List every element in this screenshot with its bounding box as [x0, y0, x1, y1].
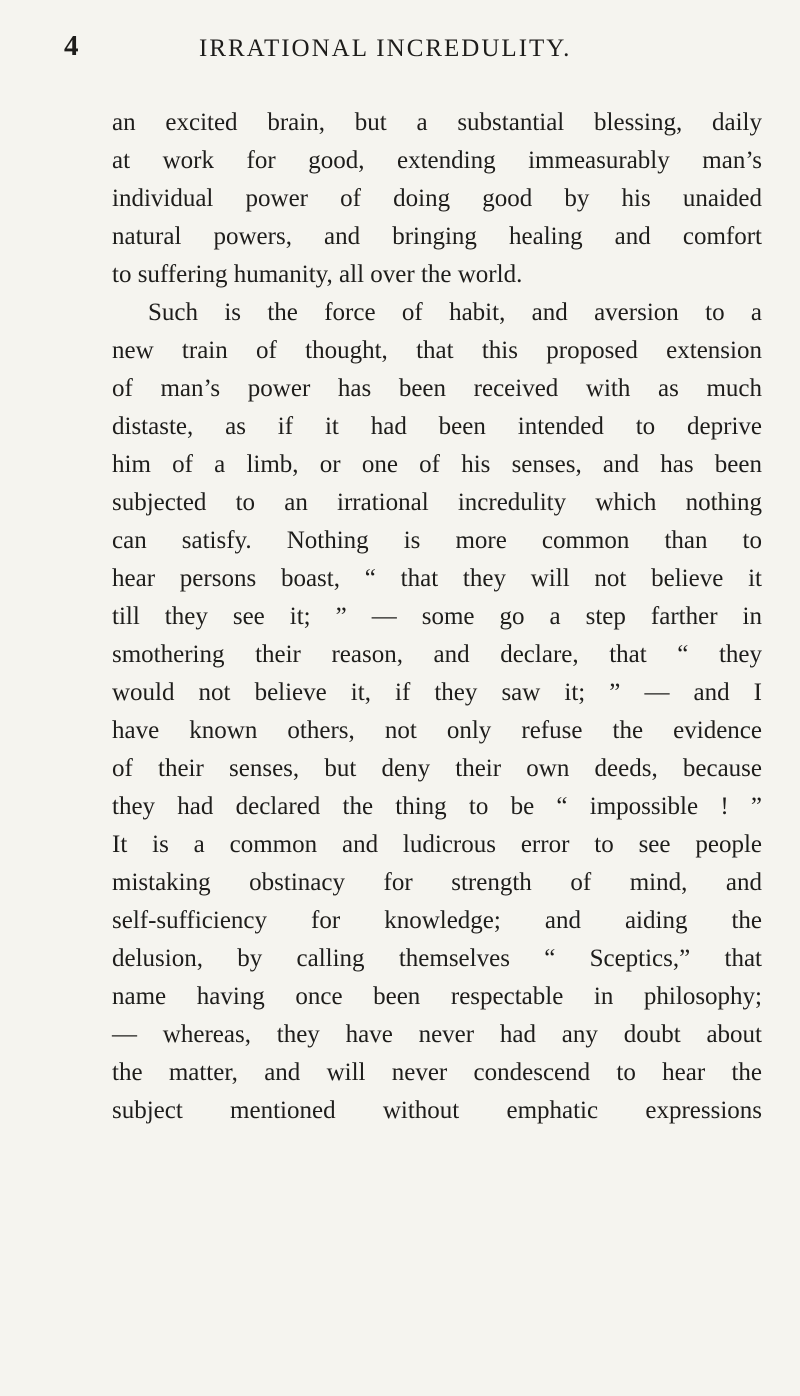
text-line: of their senses, but deny their own deeds, because: [112, 755, 762, 782]
text-line: him of a limb, or one of his senses, and has been: [112, 451, 762, 478]
text-line: of man’s power has been received with as much: [112, 375, 762, 402]
text-line: It is a common and ludicrous error to see people: [112, 831, 762, 858]
text-line: delusion, by calling themselves “ Sceptics,” that: [112, 945, 762, 972]
text-line: would not believe it, if they saw it; ” — and I: [112, 679, 762, 706]
text-line: natural powers, and bringing healing and comfort: [112, 223, 762, 250]
text-line: till they see it; ” — some go a step farther in: [112, 603, 762, 630]
page-number: 4: [64, 30, 79, 62]
text-line: — whereas, they have never had any doubt about: [112, 1021, 762, 1048]
text-line: hear persons boast, “ that they will not believe it: [112, 565, 762, 592]
text-line: subjected to an irrational incredulity which nothing: [112, 489, 762, 516]
text-line: subject mentioned without emphatic expressions: [112, 1097, 762, 1124]
text-line: name having once been respectable in philosophy;: [112, 983, 762, 1010]
text-line: distaste, as if it had been intended to deprive: [112, 413, 762, 440]
text-line: individual power of doing good by his unaided: [112, 185, 762, 212]
text-line: have known others, not only refuse the evidence: [112, 717, 762, 744]
text-line: at work for good, extending immeasurably man’s: [112, 147, 762, 174]
text-line: they had declared the thing to be “ impossible ! ”: [112, 793, 762, 820]
page-header: [64, 30, 760, 70]
text-line: new train of thought, that this proposed extension: [112, 337, 762, 364]
text-line: can satisfy. Nothing is more common than to: [112, 527, 762, 554]
text-line: to suffering humanity, all over the world.: [112, 261, 523, 288]
text-line: an excited brain, but a substantial blessing, daily: [112, 109, 762, 136]
running-head: IRRATIONAL INCREDULITY.: [199, 35, 572, 62]
text-line: smothering their reason, and declare, that “ they: [112, 641, 762, 668]
text-line: mistaking obstinacy for strength of mind, and: [112, 869, 762, 896]
text-line: self-sufficiency for knowledge; and aiding the: [112, 907, 762, 934]
body-text: [112, 104, 762, 1130]
text-line: the matter, and will never condescend to hear the: [112, 1059, 762, 1086]
text-line: Such is the force of habit, and aversion to a: [148, 299, 762, 326]
